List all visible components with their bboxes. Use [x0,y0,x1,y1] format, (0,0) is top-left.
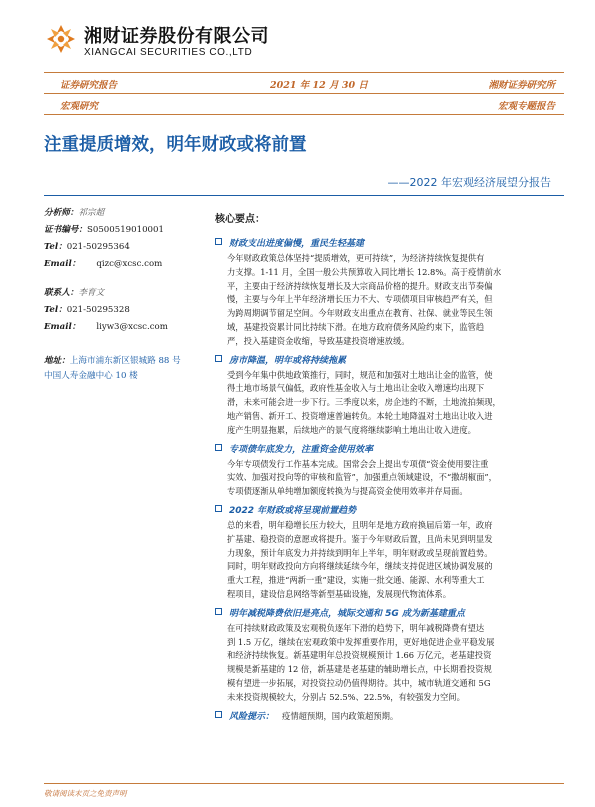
paragraph-line: 扩基建、稳投资的意愿或将提升。鉴于今年财政后置，且尚未见到明显发 [227,533,493,544]
risk-warning [215,709,565,722]
checkbox-icon [215,238,222,245]
paragraph-line: 受到今年集中供地政策推行，同时，规范和加强对土地出让金的监管，使 [227,369,493,380]
section-paragraph [227,369,565,438]
contact-email[interactable]: liyw3@xcsc.com [96,322,168,332]
paragraph-line: 域，基建投资累计同比持续下滑。在地方政府债务风险约束下，监管趋 [227,321,485,332]
contact-tel: 021-50295328 [66,305,130,315]
key-points [215,210,565,722]
analyst-tel-label: Tel： [44,242,67,252]
cert-number: S0500519010001 [86,225,164,235]
paragraph-line: 为跨周期调节留足空间。今年财政支出重点在教育、社保、就业等民生领 [227,308,493,319]
checkbox-icon [215,711,222,718]
category-right: 宏观专题报告 [497,101,555,112]
contact-label: 联系人： [44,288,79,298]
paragraph-line: 未来投资规模较大，分别占 52.5%、22.5%，有较强发力空间。 [227,691,465,702]
paragraph-line: 在可持续财政政策及宏观税负逐年下滑的趋势下，明年减税降费有望达 [227,622,485,633]
paragraph-line: 严，投入基建资金收缩，导致基建投资增速放缓。 [227,335,410,346]
section-title: 专项债年底发力，注重资金使用效率 [229,444,374,455]
company-name-cn: 湘财证券股份有限公司 [84,26,269,47]
paragraph-line: 今年财政政策总体坚持“提质增效，更可持续”，为经济持续恢复提供有 [227,253,485,263]
paragraph-line: 到 1.5 万亿，继续在宏观政策中发挥重要作用，更好地促进企业平稳发展 [227,636,495,647]
address-line1: 上海市浦东新区银城路 88 号 [69,356,181,366]
report-type: 证券研究报告 [60,80,118,91]
risk-title: 风险提示： [229,711,275,722]
paragraph-line: 重大工程，推进“两新一重”建设，实施一批交通、能源、水利等重大工 [227,575,485,586]
paragraph-line: 力支撑。1-11 月，全国一般公共预算收入同比增长 12.8%。高于疫情前水 [227,266,502,277]
header-rule-top [44,72,564,73]
section-title: 房市降温，明年或将持续拖累 [229,355,347,366]
cert-label: 证书编号： [44,225,87,235]
page-subtitle: ——2022 年宏观经济展望分报告 [387,176,551,189]
page-title: 注重提质增效，明年财政或将前置 [44,135,307,155]
paragraph-line: 度产生明显拖累，后续地产的景气度将继续影响土地出让收入进度。 [227,424,476,435]
footer-rule [44,783,564,784]
category-left: 宏观研究 [60,101,99,112]
company-name-en: XIANGCAI SECURITIES CO.,LTD [84,47,253,58]
section-title: 明年减税降费依旧是亮点，城际交通和 5G 成为新基建重点 [229,608,465,619]
paragraph-line: 规模是新基建的 12 倍，新基建是老基建的辅助增长点，中长期看投资规 [227,664,492,675]
paragraph-line: 滑，未来可能会进一步下行。三季度以来，房企违约不断，土地流拍频现， [227,397,501,408]
analyst-tel: 021-50295364 [66,242,130,252]
checkbox-icon [215,505,222,512]
section-paragraph [227,519,565,602]
paragraph-line: 地产销售、新开工、投资增速普遍转负。本轮土地降温对土地出让收入进 [227,410,493,421]
paragraph-line: 专项债逐渐从单纯增加额度转换为与提高资金使用效率并存局面。 [227,486,468,497]
paragraph-line: 和经济持续恢复。新基建明年总投资规模预计 1.66 万亿元，老基建投资 [227,650,492,661]
analyst-label: 分析师： [44,208,79,218]
address-line2: 中国人寿金融中心 10 楼 [44,371,138,381]
analyst-name: 祁宗超 [78,208,105,218]
address-label: 地址： [44,356,70,366]
section-paragraph [227,622,565,705]
section-paragraph [227,252,565,349]
report-date: 2021 年 12 月 30 日 [270,80,368,91]
institute-name: 湘财证券研究所 [488,80,555,91]
paragraph-line: 程项目，建设信息网络等新型基础设施，发展现代物流体系。 [227,588,452,599]
checkbox-icon [215,608,222,615]
section-heading [215,503,565,516]
paragraph-line: 慢，主要与今年上半年经济增长压力不大、专项债项目审核趋严有关，但 [227,294,493,305]
paragraph-line: 同时，明年财政投向方向将继续延续今年，继续支持促进区域协调发展的 [227,561,493,572]
paragraph-line: 总的来看，明年稳增长压力较大，且明年是地方政府换届后第一年，政府 [227,519,493,530]
section-heading [215,353,565,366]
section-heading [215,606,565,619]
paragraph-line: 实效、加强对投向等的审核和监管”，加强重点领域建设，不“撒胡椒面”， [227,472,497,483]
section-title: 2022 年财政或将呈现前置趋势 [229,505,357,516]
paragraph-line: 力现象，预计年底发力并持续到明年上半年，明年财政或呈现前置趋势。 [227,547,493,558]
section-paragraph [227,458,565,499]
paragraph-line: 得土地市场景气偏低，政府性基金收入与土地出让金收入增速均出现下 [227,383,485,394]
title-rule [44,195,564,196]
contact-email-label: Email： [44,322,81,332]
header-rule-bottom [44,114,564,115]
paragraph-line: 模有望进一步拓展，对投资拉动仍值得期待。其中，城市轨道交通和 5G [227,677,491,688]
section-heading [215,236,565,249]
risk-text: 疫情超预期，国内政策超预期。 [282,710,399,721]
header-rule-mid [44,93,564,94]
analyst-email-label: Email： [44,259,81,269]
key-points-heading: 核心要点： [215,214,265,225]
contact-name: 李育文 [78,288,105,298]
company-logo [44,22,78,56]
footer-disclaimer[interactable]: 敬请阅读末页之免责声明 [44,789,127,798]
section-title: 财政支出进度偏慢，重民生轻基建 [229,239,365,249]
checkbox-icon [215,444,222,451]
analyst-email[interactable]: qizc@xcsc.com [96,259,163,269]
section-heading [215,442,565,455]
paragraph-line: 今年专项债发行工作基本完成。国常会会上提出专项债“资金使用要注重 [227,458,489,469]
contact-tel-label: Tel： [44,305,67,315]
paragraph-line: 平，主要由于经济持续恢复增长及大宗商品价格的提升。财政支出节奏偏 [227,280,493,291]
checkbox-icon [215,355,222,362]
